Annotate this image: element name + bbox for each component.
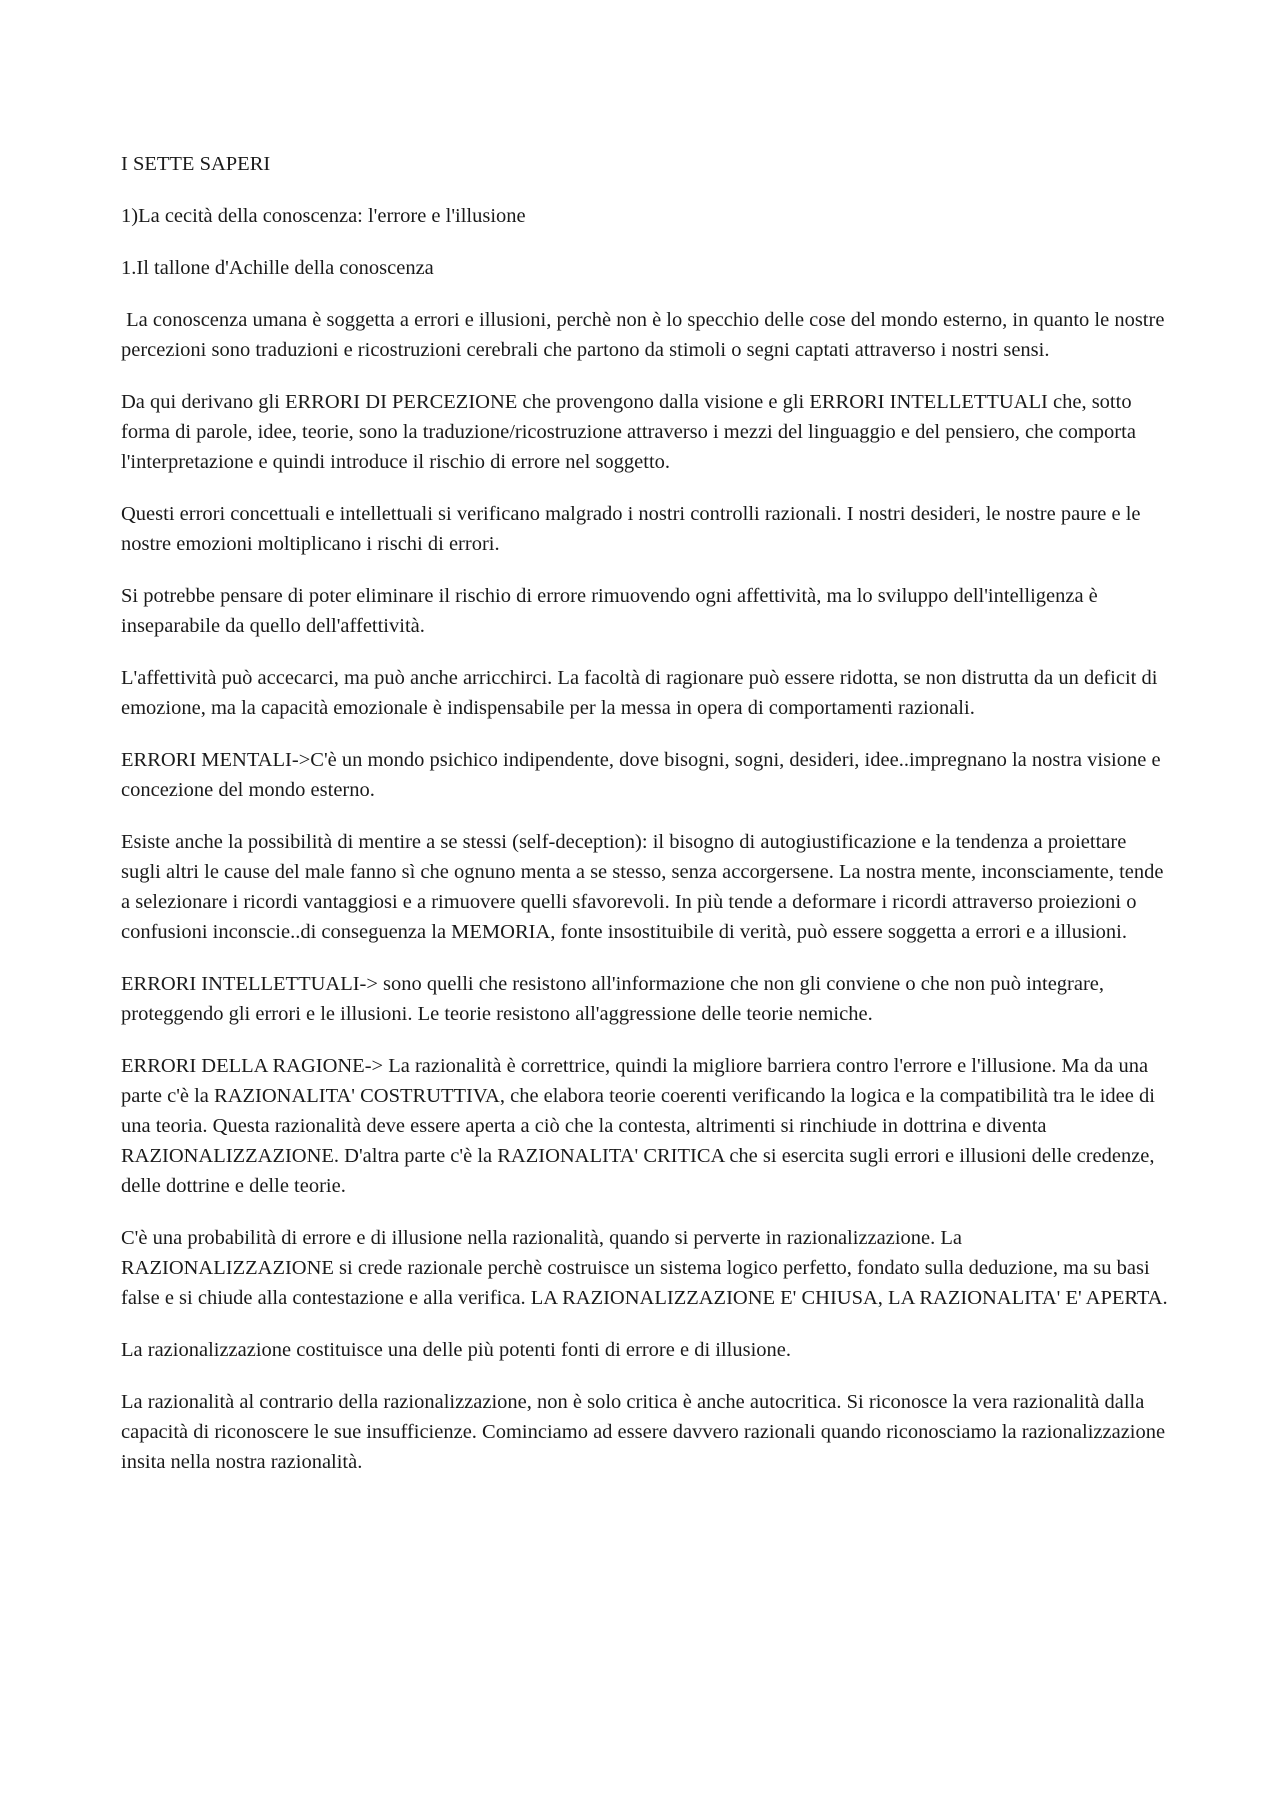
- document-title: I SETTE SAPERI: [121, 153, 271, 175]
- paragraph: L'affettività può accecarci, ma può anche arricchirci. La facoltà di ragionare può essere ridotta, se non distrutta da un deficit di emozione, ma la capacità emozionale è indispensabile per la messa in opera di comportamenti razionali.: [121, 667, 1158, 719]
- paragraph: La razionalità al contrario della razionalizzazione, non è solo critica è anche autocritica. Si riconosce la vera razionalità dalla capacità di riconoscere le sue insufficienze. Cominciamo ad essere davvero razionali quando riconosciamo la razionalizzazione insita nella nostra razionalità.: [121, 1391, 1166, 1473]
- paragraph: Questi errori concettuali e intellettuali si verificano malgrado i nostri controlli razionali. I nostri desideri, le nostre paure e le nostre emozioni moltiplicano i rischi di errori.: [121, 503, 1141, 555]
- document-body: [121, 149, 1171, 1499]
- paragraph: ERRORI MENTALI->C'è un mondo psichico indipendente, dove bisogni, sogni, desideri, idee..impregnano la nostra visione e concezione del mondo esterno.: [121, 749, 1161, 801]
- paragraph: La razionalizzazione costituisce una delle più potenti fonti di errore e di illusione.: [121, 1339, 791, 1361]
- paragraph: La conoscenza umana è soggetta a errori e illusioni, perchè non è lo specchio delle cose del mondo esterno, in quanto le nostre percezioni sono traduzioni e ricostruzioni cerebrali che partono da stimoli o segni captati attraverso i nostri sensi.: [121, 309, 1170, 361]
- paragraph: ERRORI DELLA RAGIONE-> La razionalità è correttrice, quindi la migliore barriera contro l'errore e l'illusione. Ma da una parte c'è la RAZIONALITA' COSTRUTTIVA, che elabora teorie coerenti verificando la logica e la compatibilità tra le idee di una teoria. Questa razionalità deve essere aperta a ciò che la contesta, altrimenti si rinchiude in dottrina e diventa RAZIONALIZZAZIONE. D'altra parte c'è la RAZIONALITA' CRITICA che si esercita sugli errori e illusioni delle credenze, delle dottrine e delle teorie.: [121, 1055, 1155, 1197]
- section-heading: 1.Il tallone d'Achille della conoscenza: [121, 257, 434, 279]
- paragraph: ERRORI INTELLETTUALI-> sono quelli che resistono all'informazione che non gli conviene o che non può integrare, proteggendo gli errori e le illusioni. Le teorie resistono all'aggressione delle teorie nemiche.: [121, 973, 1105, 1025]
- paragraph: Da qui derivano gli ERRORI DI PERCEZIONE che provengono dalla visione e gli ERRORI INTELLETTUALI che, sotto forma di parole, idee, teorie, sono la traduzione/ricostruzione attraverso i mezzi del linguaggio e del pensiero, che comporta l'interpretazione e quindi introduce il rischio di errore nel soggetto.: [121, 391, 1136, 473]
- paragraph: Esiste anche la possibilità di mentire a se stessi (self-deception): il bisogno di autogiustificazione e la tendenza a proiettare sugli altri le cause del male fanno sì che ognuno menta a se stesso, senza accorgersene. La nostra mente, inconsciamente, tende a selezionare i ricordi vantaggiosi e a rimuovere quelli sfavorevoli. In più tende a deformare i ricordi attraverso proiezioni o confusioni inconscie..di conseguenza la MEMORIA, fonte insostituibile di verità, può essere soggetta a errori e a illusioni.: [121, 831, 1164, 943]
- chapter-heading: 1)La cecità della conoscenza: l'errore e l'illusione: [121, 205, 526, 227]
- paragraph: Si potrebbe pensare di poter eliminare il rischio di errore rimuovendo ogni affettività, ma lo sviluppo dell'intelligenza è inseparabile da quello dell'affettività.: [121, 585, 1098, 637]
- paragraph: C'è una probabilità di errore e di illusione nella razionalità, quando si perverte in razionalizzazione. La RAZIONALIZZAZIONE si crede razionale perchè costruisce un sistema logico perfetto, fondato sulla deduzione, ma su basi false e si chiude alla contestazione e alla verifica. LA RAZIONALIZZAZIONE E' CHIUSA, LA RAZIONALITA' E' APERTA.: [121, 1227, 1168, 1309]
